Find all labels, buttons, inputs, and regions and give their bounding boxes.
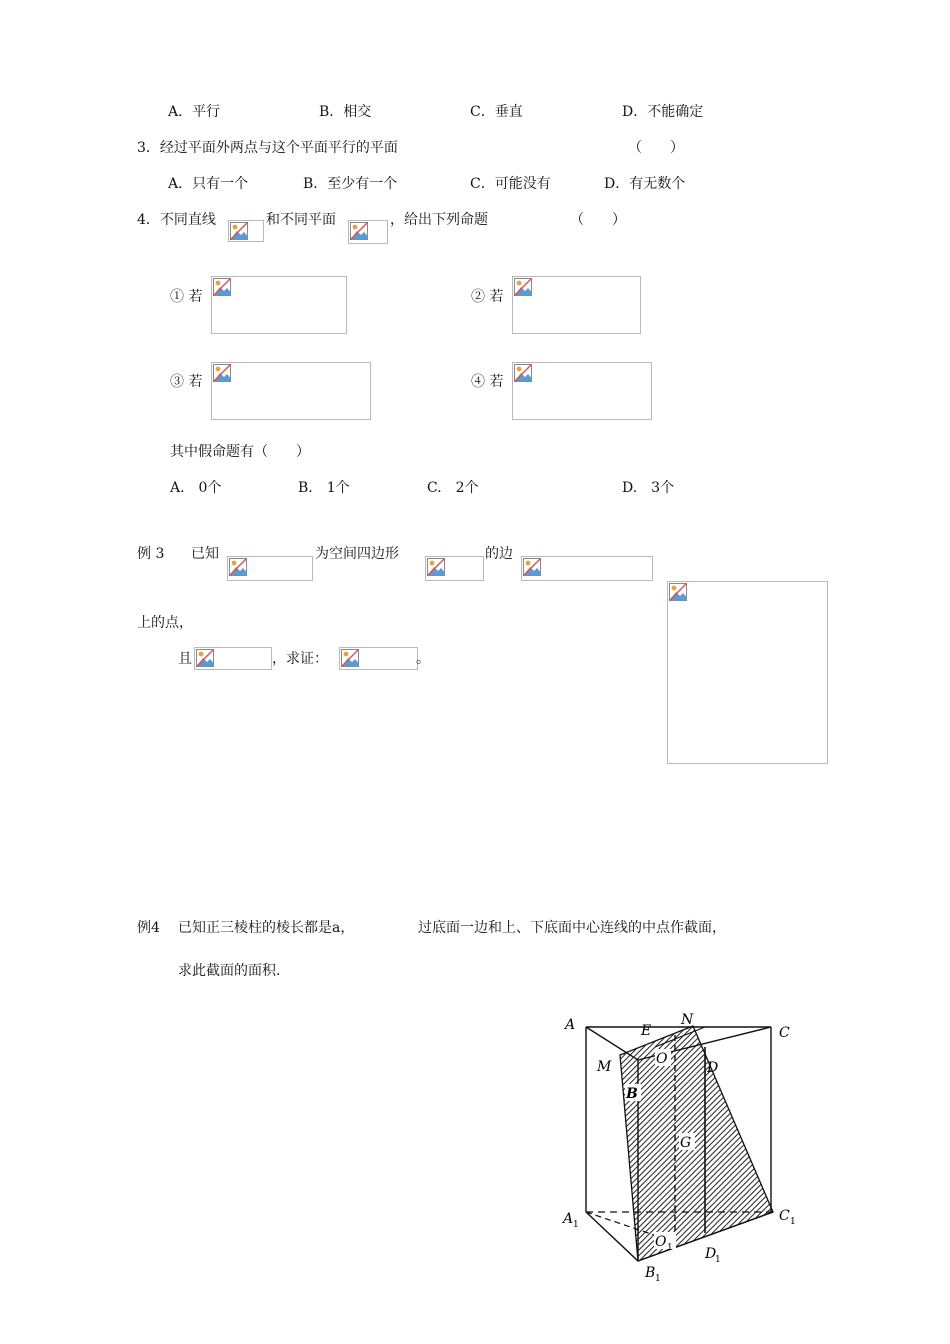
- label-b: B: [626, 1086, 638, 1102]
- broken-image-formula: [339, 647, 418, 670]
- label-a1-sub: 1: [573, 1220, 579, 1230]
- q3-option-b: B．至少有一个: [303, 176, 398, 192]
- cross-section: [620, 1026, 773, 1261]
- label-a: A: [565, 1017, 576, 1033]
- q3-option-c: C．可能没有: [470, 176, 551, 192]
- q3-answer-paren: （ ）: [628, 140, 684, 156]
- broken-image-figure: [667, 581, 828, 764]
- q4-stem-a: 4．不同直线: [137, 212, 216, 228]
- ex4-text-c: 求此截面的面积.: [178, 963, 281, 979]
- broken-image-formula: [512, 362, 652, 420]
- broken-image-formula: [211, 276, 347, 334]
- broken-image-formula: [228, 220, 264, 242]
- ex3-text-d: 上的点，: [137, 615, 193, 631]
- broken-image-formula: [348, 220, 388, 244]
- ex3-label: 例 3: [137, 546, 165, 562]
- q4-question: 其中假命题有（ ）: [170, 444, 310, 460]
- broken-image-icon: [523, 558, 541, 576]
- label-m: M: [597, 1059, 612, 1075]
- label-b1-sub: 1: [655, 1274, 661, 1284]
- label-d: D: [707, 1060, 719, 1076]
- q4-option-b: B. 1个: [298, 480, 350, 496]
- q4-option-c: C. 2个: [427, 480, 479, 496]
- label-o: O: [656, 1051, 668, 1067]
- q2-option-c: C．垂直: [470, 104, 523, 120]
- q3-stem: 3．经过平面外两点与这个平面平行的平面: [137, 140, 398, 156]
- label-b1: B: [645, 1265, 656, 1281]
- prism-figure: [555, 1005, 810, 1290]
- ex4-label: 例4: [137, 920, 160, 936]
- broken-image-icon: [196, 649, 214, 667]
- ex4-text-b: 过底面一边和上、下底面中心连线的中点作截面，: [418, 920, 726, 936]
- label-o1: O: [655, 1234, 667, 1250]
- broken-image-formula: [194, 647, 272, 670]
- broken-image-icon: [514, 364, 532, 382]
- label-c1-sub: 1: [790, 1217, 796, 1227]
- broken-image-formula: [521, 556, 653, 581]
- ex3-text-g: 。: [416, 651, 430, 667]
- broken-image-icon: [514, 278, 532, 296]
- ex3-text-c: 的边: [485, 546, 513, 562]
- q4-prop-1: ① 若: [170, 289, 203, 305]
- broken-image-formula: [512, 276, 641, 334]
- broken-image-icon: [427, 558, 445, 576]
- q3-option-a: A．只有一个: [168, 176, 249, 192]
- q4-prop-3: ③ 若: [170, 374, 203, 390]
- q4-option-a: A. 0个: [170, 480, 222, 496]
- broken-image-icon: [230, 222, 248, 240]
- ex3-text-e: 且: [178, 651, 192, 667]
- label-g: G: [680, 1135, 692, 1151]
- q4-answer-paren: （ ）: [570, 212, 626, 228]
- q4-option-d: D. 3个: [622, 480, 675, 496]
- broken-image-icon: [213, 278, 231, 296]
- broken-image-icon: [341, 649, 359, 667]
- q4-stem-c: ，给出下列命题: [390, 212, 488, 228]
- broken-image-formula: [425, 556, 484, 581]
- ex3-text-b: 为空间四边形: [315, 546, 399, 562]
- label-c1: C: [779, 1208, 790, 1224]
- q4-stem-b: 和不同平面: [266, 212, 336, 228]
- broken-image-icon: [669, 583, 687, 601]
- label-e: E: [641, 1023, 652, 1039]
- broken-image-icon: [213, 364, 231, 382]
- broken-image-formula: [211, 362, 371, 420]
- label-o1-sub: 1: [667, 1243, 673, 1253]
- q2-option-b: B．相交: [319, 104, 372, 120]
- q4-prop-4: ④ 若: [471, 374, 504, 390]
- broken-image-formula: [227, 556, 313, 581]
- label-n: N: [681, 1012, 694, 1028]
- q4-prop-2: ② 若: [471, 289, 504, 305]
- ex4-text-a: 已知正三棱柱的棱长都是a，: [178, 920, 355, 936]
- label-d1: D: [705, 1246, 717, 1262]
- q3-option-d: D．有无数个: [604, 176, 686, 192]
- q2-option-a: A．平行: [168, 104, 221, 120]
- label-a1: A: [563, 1211, 574, 1227]
- ex3-text-a: 已知: [191, 546, 219, 562]
- broken-image-icon: [229, 558, 247, 576]
- ex3-text-f: ，求证：: [272, 651, 328, 667]
- label-c: C: [779, 1025, 790, 1041]
- broken-image-icon: [350, 222, 368, 240]
- q2-option-d: D．不能确定: [622, 104, 704, 120]
- label-d1-sub: 1: [715, 1255, 721, 1265]
